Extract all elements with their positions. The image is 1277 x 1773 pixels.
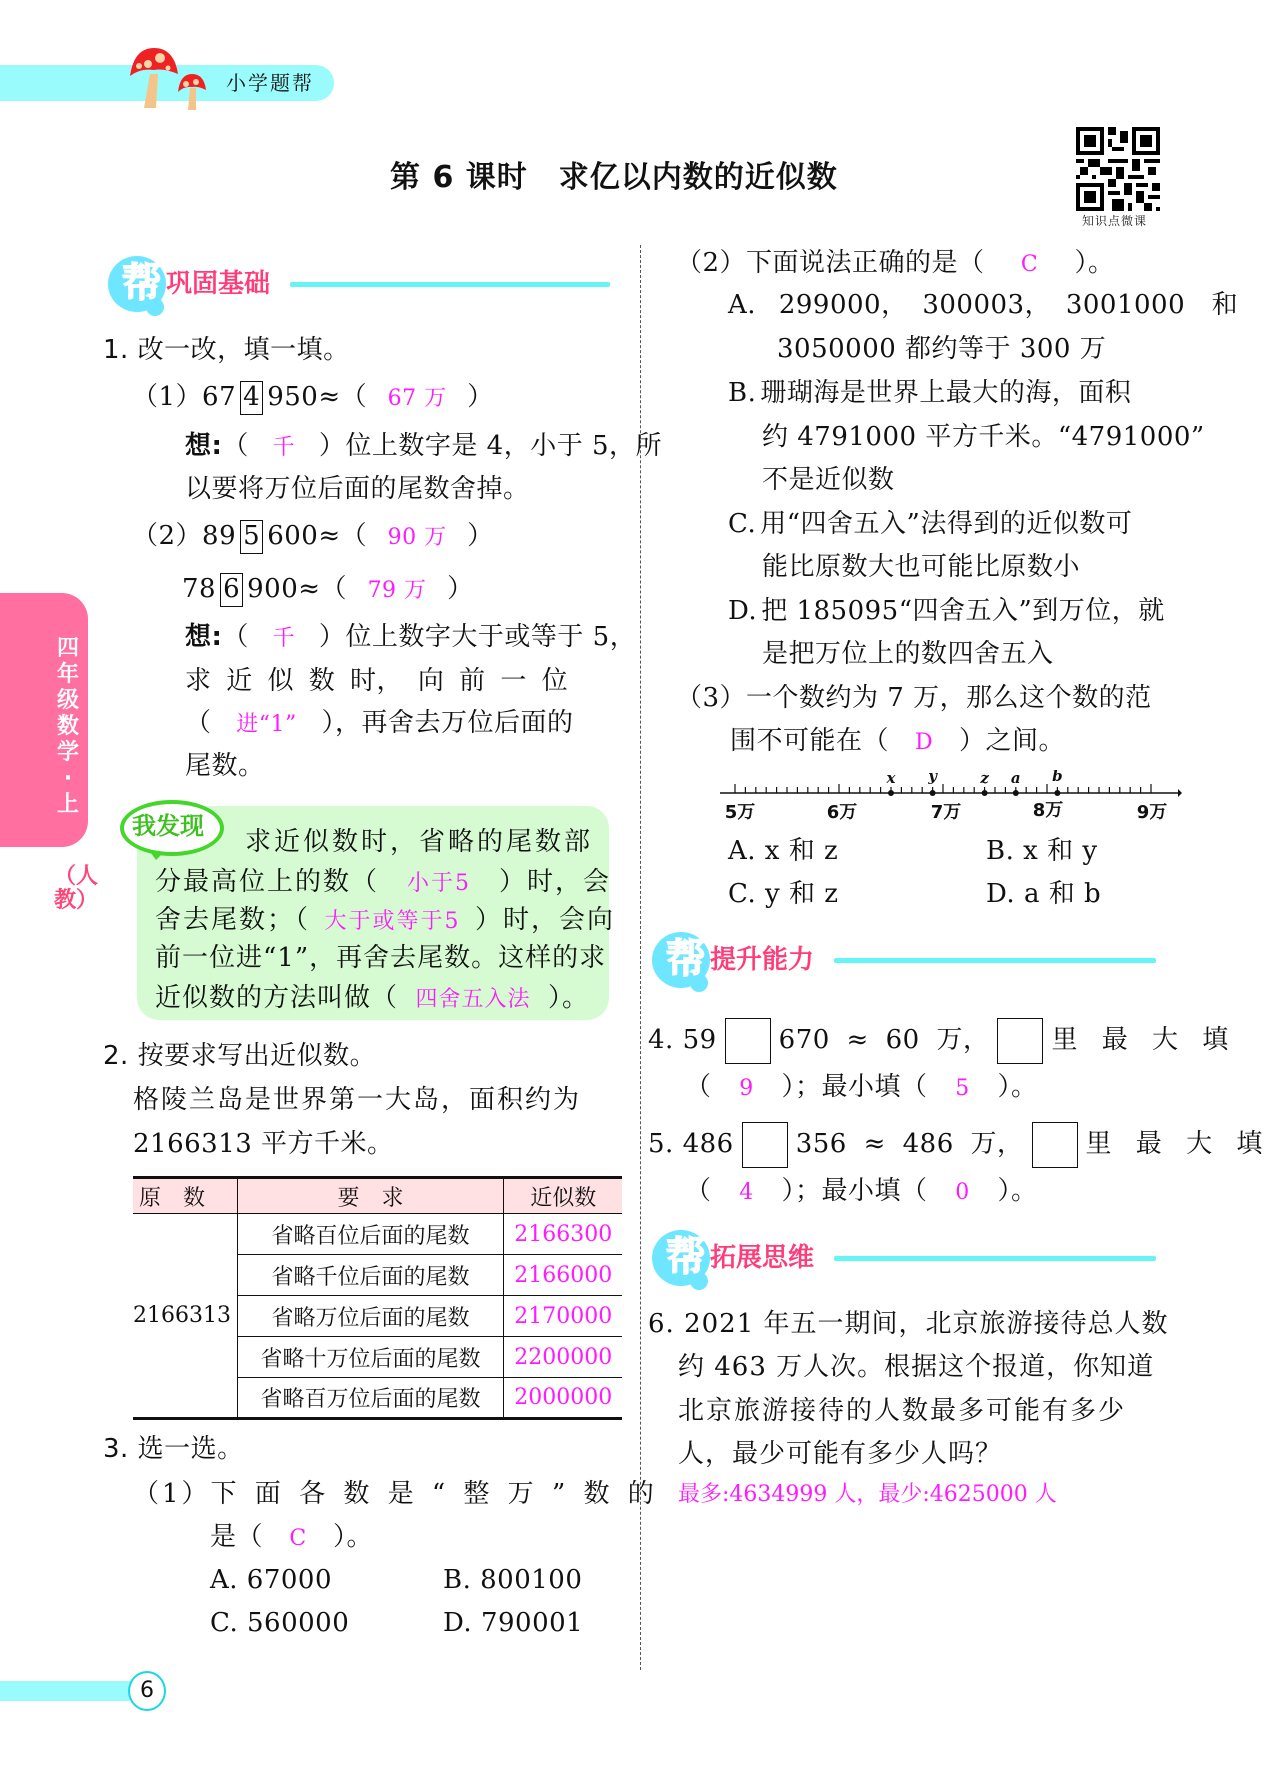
approx-table xyxy=(133,1176,622,1420)
approx-value-cell[interactable]: 2166300 xyxy=(503,1214,622,1255)
requirement-cell: 省略百万位后面的尾数 xyxy=(237,1378,503,1419)
q5-rest: 里 最 大 填 xyxy=(1085,1129,1271,1159)
q1-p2-think-line4: 尾数。 xyxy=(185,751,265,781)
q1-p2-think-line3 xyxy=(185,707,574,741)
section-label: 拓展思维 xyxy=(710,1243,815,1273)
paren-open: （ xyxy=(222,622,249,652)
q1-p2b-answer[interactable]: 79 万 xyxy=(367,578,427,603)
mushroom-icon xyxy=(128,46,218,114)
approx-value-cell[interactable]: 2200000 xyxy=(503,1337,622,1378)
option-label: B. xyxy=(728,378,757,408)
discovery-line5 xyxy=(155,982,589,1016)
q5-line2-mid: ）；最小填（ xyxy=(781,1176,928,1206)
q1-p1-boxed-digit: 4 xyxy=(240,381,263,415)
point-z-label: z xyxy=(980,770,989,787)
point-b-label: b xyxy=(1052,770,1063,785)
q5-prefix: 5. 486 xyxy=(648,1129,734,1159)
q3-p2-option-a[interactable] xyxy=(728,289,1238,321)
q1-p2a-prefix: （2）89 xyxy=(132,521,237,551)
paren-close: ）。 xyxy=(997,1072,1038,1102)
q6-line4: 人，最少可能有多少人吗？ xyxy=(678,1439,1003,1469)
option-label: D. xyxy=(728,596,758,626)
q3-p2-stem xyxy=(676,247,1115,281)
point-x-label: x xyxy=(886,770,896,787)
discovery-line5-a: 近似数的方法叫做（ xyxy=(155,983,399,1013)
q3-p3-stem2 xyxy=(730,725,1065,759)
q1-p2b-suffix: 900≈（ xyxy=(247,574,348,604)
q3-p2-option-d[interactable] xyxy=(728,595,1165,627)
q3-p1-stem2 xyxy=(210,1521,373,1555)
discovery-line4: 前一位进“1”，再舍去尾数。这样的求 xyxy=(155,943,607,973)
requirement-cell: 省略万位后面的尾数 xyxy=(237,1296,503,1337)
point-y-label: y xyxy=(928,770,937,785)
discovery-line2 xyxy=(155,866,611,900)
discovery-answer-1[interactable]: 小于5 xyxy=(407,871,472,896)
q3-p1-option-a[interactable]: A. 67000 xyxy=(210,1565,333,1595)
q4-rest: 里 最 大 填 xyxy=(1051,1025,1237,1055)
section-header-improve xyxy=(652,930,1156,990)
section-header-extend xyxy=(652,1228,1156,1288)
paren-open: （ xyxy=(222,431,249,461)
paren-close: ） xyxy=(447,574,474,604)
section-badge: 帮 xyxy=(122,260,162,306)
q3-p2-option-a-line2: 3050000 都约等于 300 万 xyxy=(777,334,1107,364)
think-label: 想: xyxy=(185,431,223,461)
q1-p1-suffix: 950≈（ xyxy=(267,382,368,412)
option-line: 把 185095“四舍五入”到万位，就 xyxy=(761,596,1165,626)
q3-p2-option-b-line2: 约 4791000 平方千米。“4791000” xyxy=(762,422,1205,452)
q4-max-answer[interactable]: 9 xyxy=(739,1076,754,1101)
q1-p1-think-line2: 以要将万位后面的尾数舍掉。 xyxy=(185,474,530,504)
q3-p3-close: ）之间。 xyxy=(959,726,1066,756)
q1-p1-line xyxy=(132,381,494,415)
section-label: 提升能力 xyxy=(710,945,815,975)
discovery-line3-b: ）时，会向 xyxy=(475,905,616,935)
q1-p1-think-answer[interactable]: 千 xyxy=(272,435,296,460)
option-label: A. xyxy=(728,290,757,320)
tick-label: 8万 xyxy=(1032,800,1064,821)
q1-p2-think-line3-rest: ），再舍去万位后面的 xyxy=(321,708,574,738)
q4-prefix: 4. 59 xyxy=(648,1025,717,1055)
tick-label: 6万 xyxy=(826,802,858,823)
q1-p2-think xyxy=(185,621,636,655)
section-badge: 帮 xyxy=(666,1234,706,1280)
q1-p2a-suffix: 600≈（ xyxy=(267,521,368,551)
q1-p2-line-a xyxy=(132,520,494,554)
paren-close: ）。 xyxy=(997,1176,1038,1206)
q3-p2-option-c[interactable] xyxy=(728,508,1132,540)
q5-min-answer[interactable]: 0 xyxy=(955,1180,970,1205)
q4-mid: 670 ≈ 60 万， xyxy=(778,1025,990,1055)
q2-title xyxy=(103,1040,376,1072)
option-line: 299000， 300003， 3001000 和 xyxy=(778,290,1239,320)
q4-line2-mid: ）；最小填（ xyxy=(781,1072,928,1102)
q1-p2-think-answer-2[interactable]: 进“1” xyxy=(236,712,297,737)
q3-p1-option-b[interactable]: B. 800100 xyxy=(443,1565,583,1595)
approx-value-cell[interactable]: 2000000 xyxy=(503,1378,622,1419)
discovery-answer-3[interactable]: 四舍五入法 xyxy=(415,987,531,1012)
q1-p2b-boxed-digit: 6 xyxy=(220,573,243,607)
discovery-line1: 求近似数时，省略的尾数部 xyxy=(245,827,594,857)
q5-line1 xyxy=(648,1122,1270,1168)
q3-p2-option-c-line2: 能比原数大也可能比原数小 xyxy=(762,552,1081,582)
q3-p1-open: 是（ xyxy=(210,1522,264,1552)
q1-p2a-answer[interactable]: 90 万 xyxy=(387,525,447,550)
page-number: 6 xyxy=(128,1671,166,1711)
approx-value-cell[interactable]: 2166000 xyxy=(503,1255,622,1296)
table-row xyxy=(133,1214,622,1255)
q3-title-text: 3. 选一选。 xyxy=(103,1434,244,1464)
q5-digit-box-ref xyxy=(1032,1122,1078,1168)
requirement-cell: 省略千位后面的尾数 xyxy=(237,1255,503,1296)
q5-line2 xyxy=(685,1175,1038,1209)
page-number-bar xyxy=(0,1681,136,1701)
q3-p1-answer[interactable]: C xyxy=(289,1526,307,1551)
section-badge: 帮 xyxy=(666,936,706,982)
approx-value-cell[interactable]: 2170000 xyxy=(503,1296,622,1337)
q2-title-text: 2. 按要求写出近似数。 xyxy=(103,1041,377,1071)
q3-p2-option-b[interactable] xyxy=(728,377,1131,409)
q1-title xyxy=(103,334,350,366)
section-header-basic xyxy=(108,254,610,314)
tick-label: 5万 xyxy=(724,802,756,823)
q3-p3-answer[interactable]: D xyxy=(914,730,934,755)
q1-p2-line-b xyxy=(182,573,474,607)
q3-p3-open: 围不可能在（ xyxy=(730,726,890,756)
q3-p2-option-b-line3: 不是近似数 xyxy=(762,465,895,495)
point-a-label: a xyxy=(1010,770,1021,787)
q1-p1-close: ） xyxy=(467,382,494,412)
q1-p1-think-rest: ）位上数字是 4，小于 5，所 xyxy=(318,431,663,461)
q1-p1-think xyxy=(185,430,662,464)
q1-p2b-prefix: 78 xyxy=(182,574,217,604)
section-label: 巩固基础 xyxy=(166,269,271,299)
q3-p3-option-c[interactable]: C. y 和 z xyxy=(728,879,839,909)
q6-line1: 6. 2021 年五一期间，北京旅游接待总人数 xyxy=(648,1309,1169,1339)
col-header-original: 原 数 xyxy=(133,1178,237,1214)
q3-p3-option-a[interactable]: A. x 和 z xyxy=(728,836,839,866)
q3-p1-stem: （1）下 面 各 数 是 “ 整 万 ” 数 的 xyxy=(133,1479,657,1509)
discovery-line2-b: ）时，会 xyxy=(499,867,612,897)
grade-label: 四年级数学·上 xyxy=(56,636,79,817)
discovery-line3 xyxy=(155,904,615,938)
q1-p1-answer[interactable]: 67 万 xyxy=(387,386,447,411)
q3-p2-option-d-line2: 是把万位上的数四舍五入 xyxy=(762,639,1054,669)
paren-close: ） xyxy=(467,521,494,551)
think-label: 想: xyxy=(185,622,223,652)
discovery-line5-b: ）。 xyxy=(548,983,590,1013)
q3-p2-answer[interactable]: C xyxy=(1020,252,1039,277)
q1-p2-think-line2: 求 近 似 数 时， 向 前 一 位 xyxy=(185,666,569,696)
q5-max-answer[interactable]: 4 xyxy=(739,1180,754,1205)
q1-p2-think-rest: ）位上数字大于或等于 5， xyxy=(318,622,637,652)
requirement-cell: 省略百位后面的尾数 xyxy=(237,1214,503,1255)
paren-open: （ xyxy=(185,708,212,738)
q4-digit-box-ref xyxy=(997,1018,1043,1064)
qr-code-icon[interactable] xyxy=(1076,127,1160,211)
q3-p2-close: ）。 xyxy=(1074,248,1115,278)
option-label: C. xyxy=(728,509,757,539)
q1-p2a-boxed-digit: 5 xyxy=(240,520,263,554)
q3-p3-stem: （3）一个数约为 7 万，那么这个数的范 xyxy=(676,683,1152,713)
option-line: 用“四舍五入”法得到的近似数可 xyxy=(760,509,1133,539)
q3-p3-option-b[interactable]: B. x 和 y xyxy=(986,836,1098,866)
q6-answer[interactable]: 最多:4634999 人，最少:4625000 人 xyxy=(678,1482,1057,1507)
q4-min-answer[interactable]: 5 xyxy=(955,1076,970,1101)
tick-label: 9万 xyxy=(1136,802,1168,823)
q1-title-text: 1. 改一改，填一填。 xyxy=(103,335,350,365)
section-rule xyxy=(290,282,610,287)
q3-title xyxy=(103,1433,244,1465)
q4-line2 xyxy=(685,1071,1038,1105)
q3-p3-option-d[interactable]: D. a 和 b xyxy=(986,879,1102,909)
q3-p1-option-c[interactable]: C. 560000 xyxy=(210,1608,350,1638)
discovery-line2-a: 分最高位上的数（ xyxy=(155,867,380,897)
q4-digit-box[interactable] xyxy=(725,1018,771,1064)
section-rule xyxy=(834,958,1156,963)
original-number: 2166313 xyxy=(133,1214,237,1419)
qr-caption: 知识点微课 xyxy=(1082,214,1148,228)
q6-line2: 约 463 万人次。根据这个报道，你知道 xyxy=(678,1352,1155,1382)
col-header-requirement: 要 求 xyxy=(237,1178,503,1214)
table-header-row xyxy=(133,1178,622,1214)
q3-p1-close: ）。 xyxy=(333,1522,374,1552)
col-header-approx: 近似数 xyxy=(503,1178,622,1214)
q3-p1-option-d[interactable]: D. 790001 xyxy=(443,1608,584,1638)
discovery-line3-a: 舍去尾数；（ xyxy=(155,905,311,935)
paren-open: （ xyxy=(685,1176,712,1206)
q5-digit-box[interactable] xyxy=(742,1122,788,1168)
q6-line3: 北京旅游接待的人数最多可能有多少 xyxy=(678,1396,1127,1426)
q1-p2-think-answer[interactable]: 千 xyxy=(272,626,296,651)
q4-line1 xyxy=(648,1018,1236,1064)
discovery-badge: 我发现 xyxy=(132,812,204,840)
q2-line1: 格陵兰岛是世界第一大岛，面积约为 xyxy=(133,1085,582,1115)
discovery-answer-2[interactable]: 大于或等于5 xyxy=(324,909,461,934)
q5-mid: 356 ≈ 486 万， xyxy=(795,1129,1024,1159)
paren-open: （ xyxy=(685,1072,712,1102)
brand-name: 小学题帮 xyxy=(226,71,314,95)
edition-label: （人教） xyxy=(54,864,99,913)
q3-p2-open: （2）下面说法正确的是（ xyxy=(676,248,985,278)
page-title: 第 6 课时 求亿以内数的近似数 xyxy=(390,160,838,195)
tick-label: 7万 xyxy=(930,802,962,823)
q2-line2: 2166313 平方千米。 xyxy=(133,1129,394,1159)
option-line: 珊瑚海是世界上最大的海，面积 xyxy=(760,378,1132,408)
section-rule xyxy=(834,1256,1156,1261)
requirement-cell: 省略十万位后面的尾数 xyxy=(237,1337,503,1378)
q1-p1-prefix: （1）67 xyxy=(132,382,237,412)
number-line xyxy=(712,770,1182,830)
